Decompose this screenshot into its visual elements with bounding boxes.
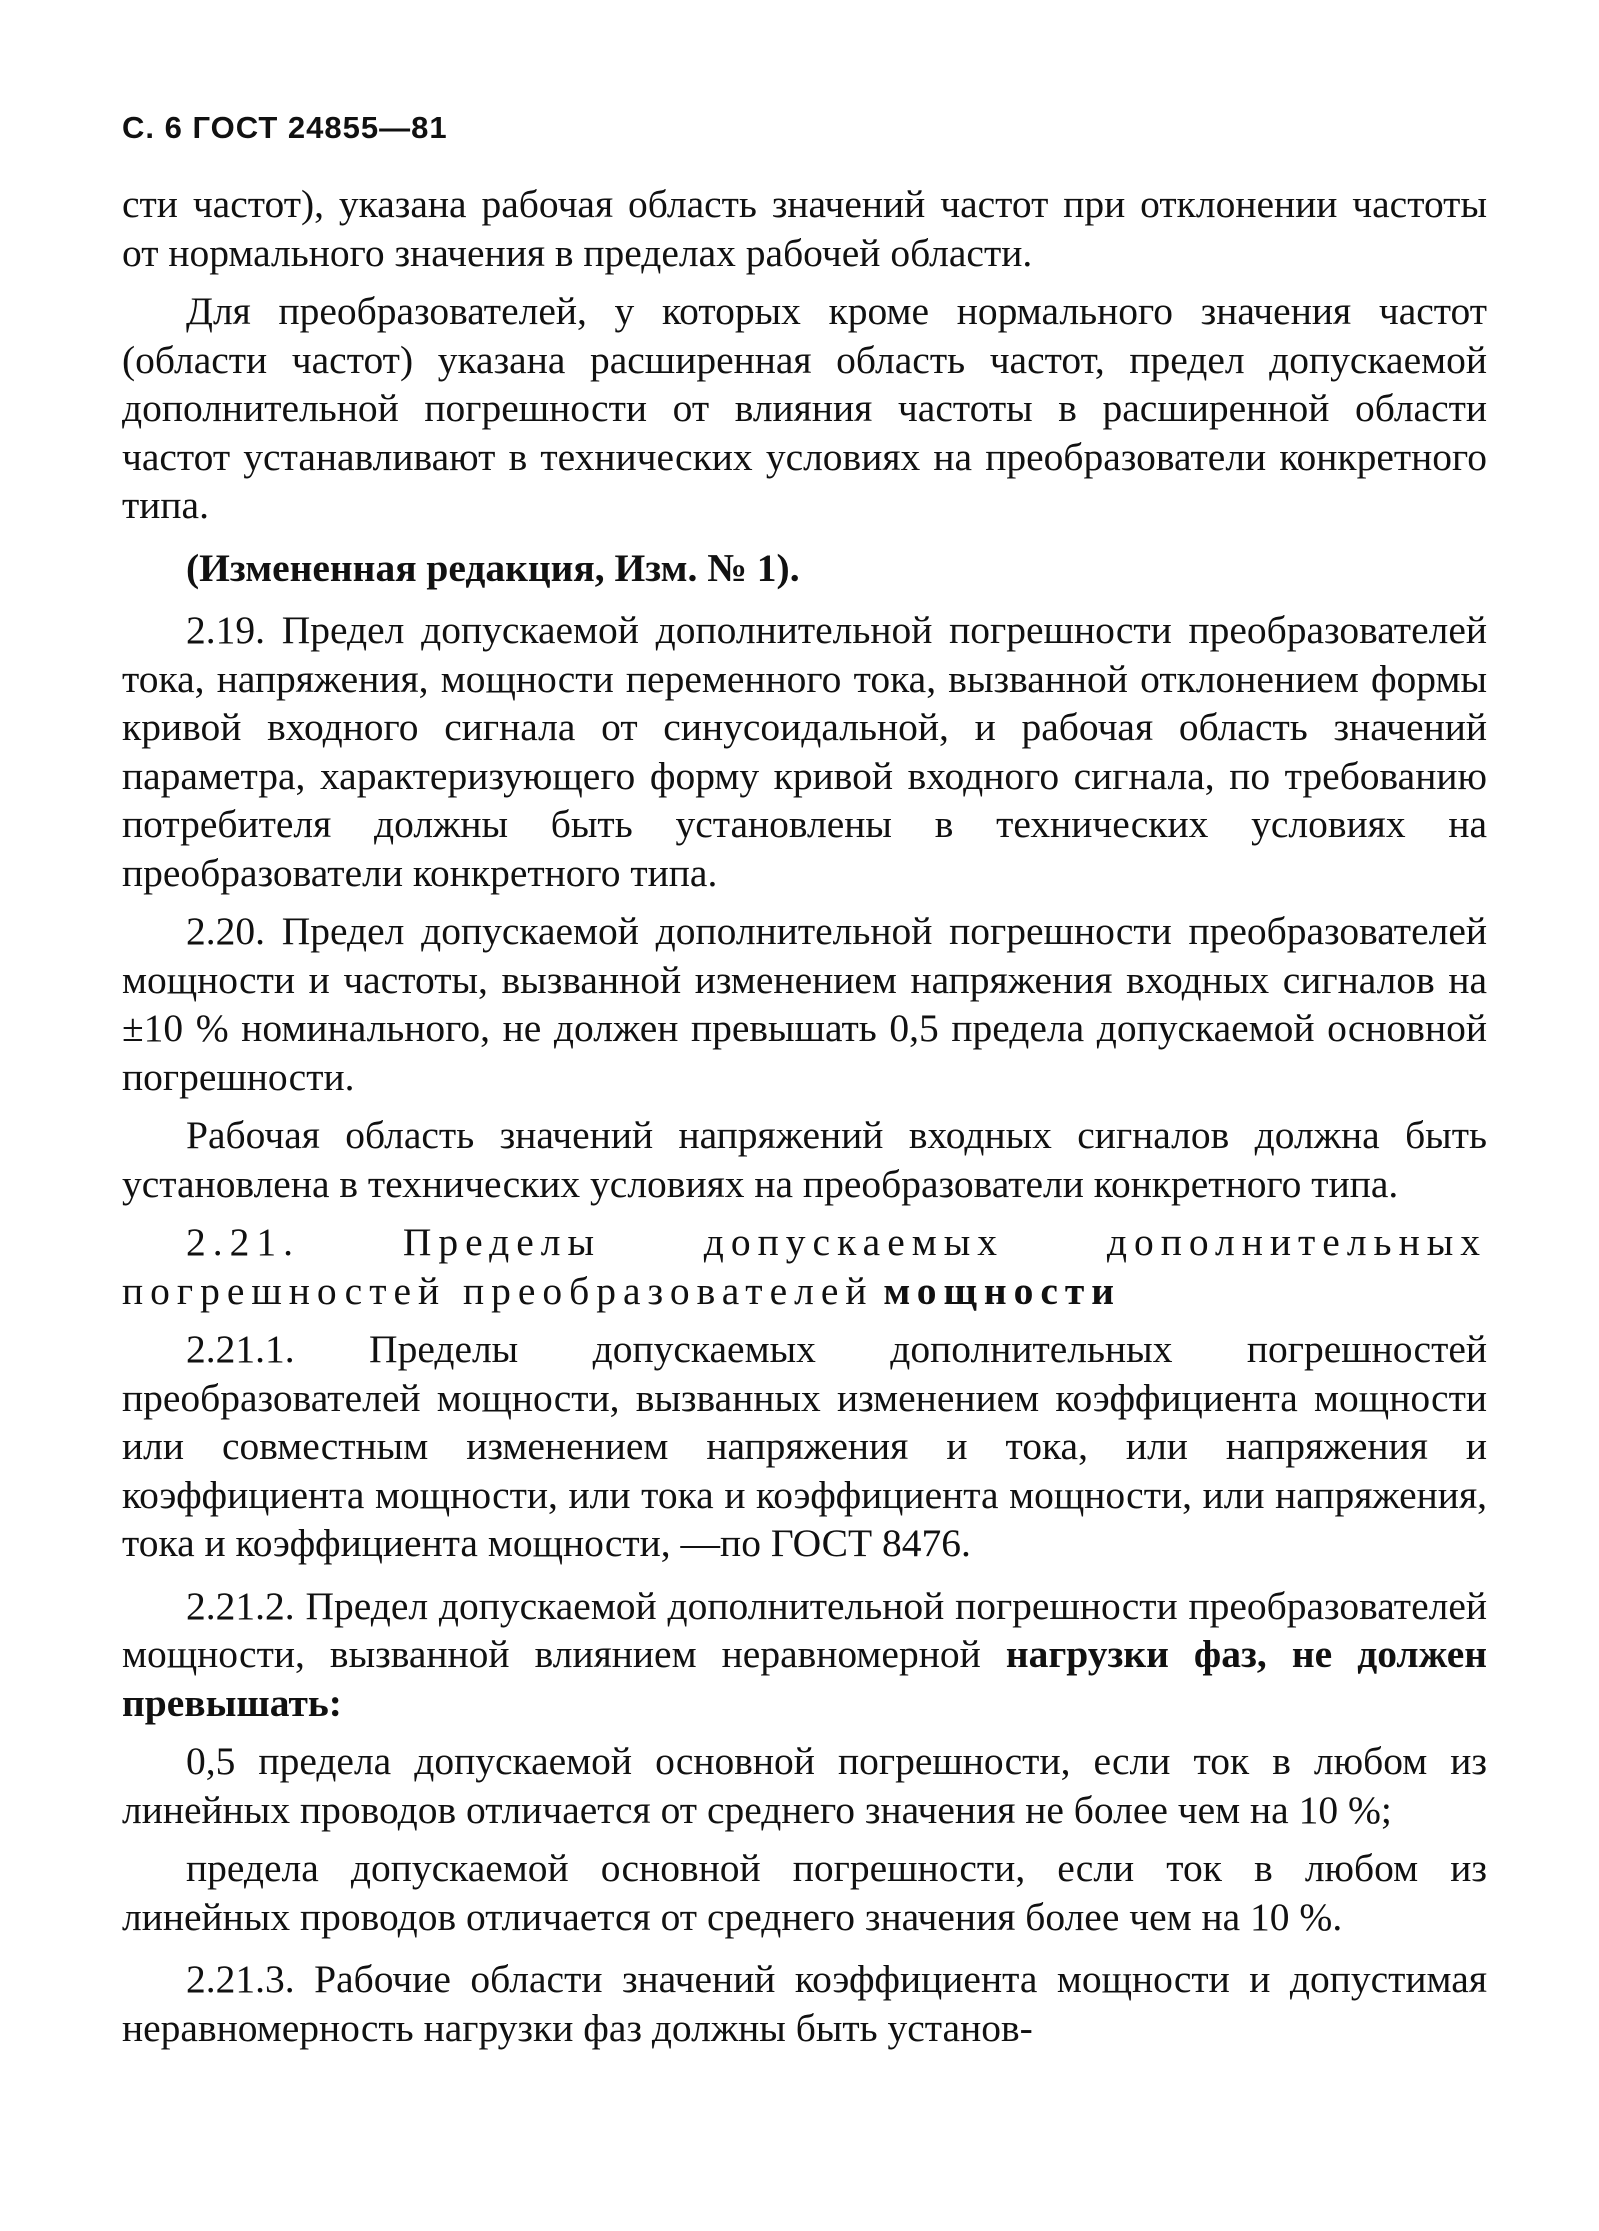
page-header: С. 6 ГОСТ 24855—81: [122, 110, 448, 145]
clause-2-20-working-range: Рабочая область значений напряжений входных сигналов должна быть установлена в технических условиях на преобразователи конкретного типа.: [122, 1113, 1487, 1206]
clause-2-20: 2.20. Предел допускаемой дополнительной погрешности преобразователей мощности и частоты, вызванной изменением напряжения входных сигналов на ±10 % номинального, не должен превышать 0,5 предела допускаемой основной погрешности.: [122, 909, 1487, 1099]
paragraph-extended-frequency: Для преобразователей, у которых кроме нормального значения частот (области частот) указана расширенная область частот, предел допускаемой дополнительной погрешности от влияния частоты в расширенной области частот устанавливают в технических условиях на преобразователи конкретного типа.: [122, 289, 1487, 527]
section-heading-2-21-bold: мощности: [883, 1268, 1122, 1313]
section-heading-2-21-text: 2.21. Пределы допускаемых дополнительных погрешностей преобразователей: [122, 1220, 1487, 1313]
clause-2-21-2-bold: нагрузки фаз, не должен превышать:: [122, 1632, 1488, 1725]
section-heading-2-21: [122, 1218, 1487, 1315]
clause-2-21-2-case-1: 0,5 предела допускаемой основной погрешности, если ток в любом из линейных проводов отличается от среднего значения не более чем на 10 %;: [122, 1739, 1487, 1832]
clause-2-19: 2.19. Предел допускаемой дополнительной погрешности преобразователей тока, напряжения, мощности переменного тока, вызванной отклонением формы кривой входного сигнала от синусоидальной, и рабочая область значений параметра, характеризующего форму кривой входного сигнала, по требованию потребителя должны быть установлены в технических условиях на преобразователи конкретного типа.: [122, 608, 1487, 895]
document-page: [122, 110, 1487, 2062]
paragraph-continuation: сти частот), указана рабочая область значений частот при отклонении частоты от нормального значения в пределах рабочей области.: [122, 182, 1487, 275]
clause-2-21-3: 2.21.3. Рабочие области значений коэффициента мощности и допустимая неравномерность нагрузки фаз должны быть установ-: [122, 1957, 1487, 2050]
clause-2-21-2-text: 2.21.2. Предел допускаемой дополнительной погрешности преобразователей мощности, вызванной влиянием неравномерной: [122, 1583, 1487, 1676]
amendment-note: (Измененная редакция, Изм. № 1).: [186, 545, 800, 590]
clause-2-21-2: [122, 1582, 1487, 1728]
clause-2-21-1: 2.21.1. Пределы допускаемых дополнительных погрешностей преобразователей мощности, вызванных изменением коэффициента мощности или совместным изменением напряжения и тока, или напряжения и коэффициента мощности, или тока и коэффициента мощности, или напряжения, тока и коэффициента мощности, —по ГОСТ 8476.: [122, 1327, 1487, 1565]
clause-2-21-2-case-2: предела допускаемой основной погрешности, если ток в любом из линейных проводов отличается от среднего значения более чем на 10 %.: [122, 1846, 1487, 1939]
